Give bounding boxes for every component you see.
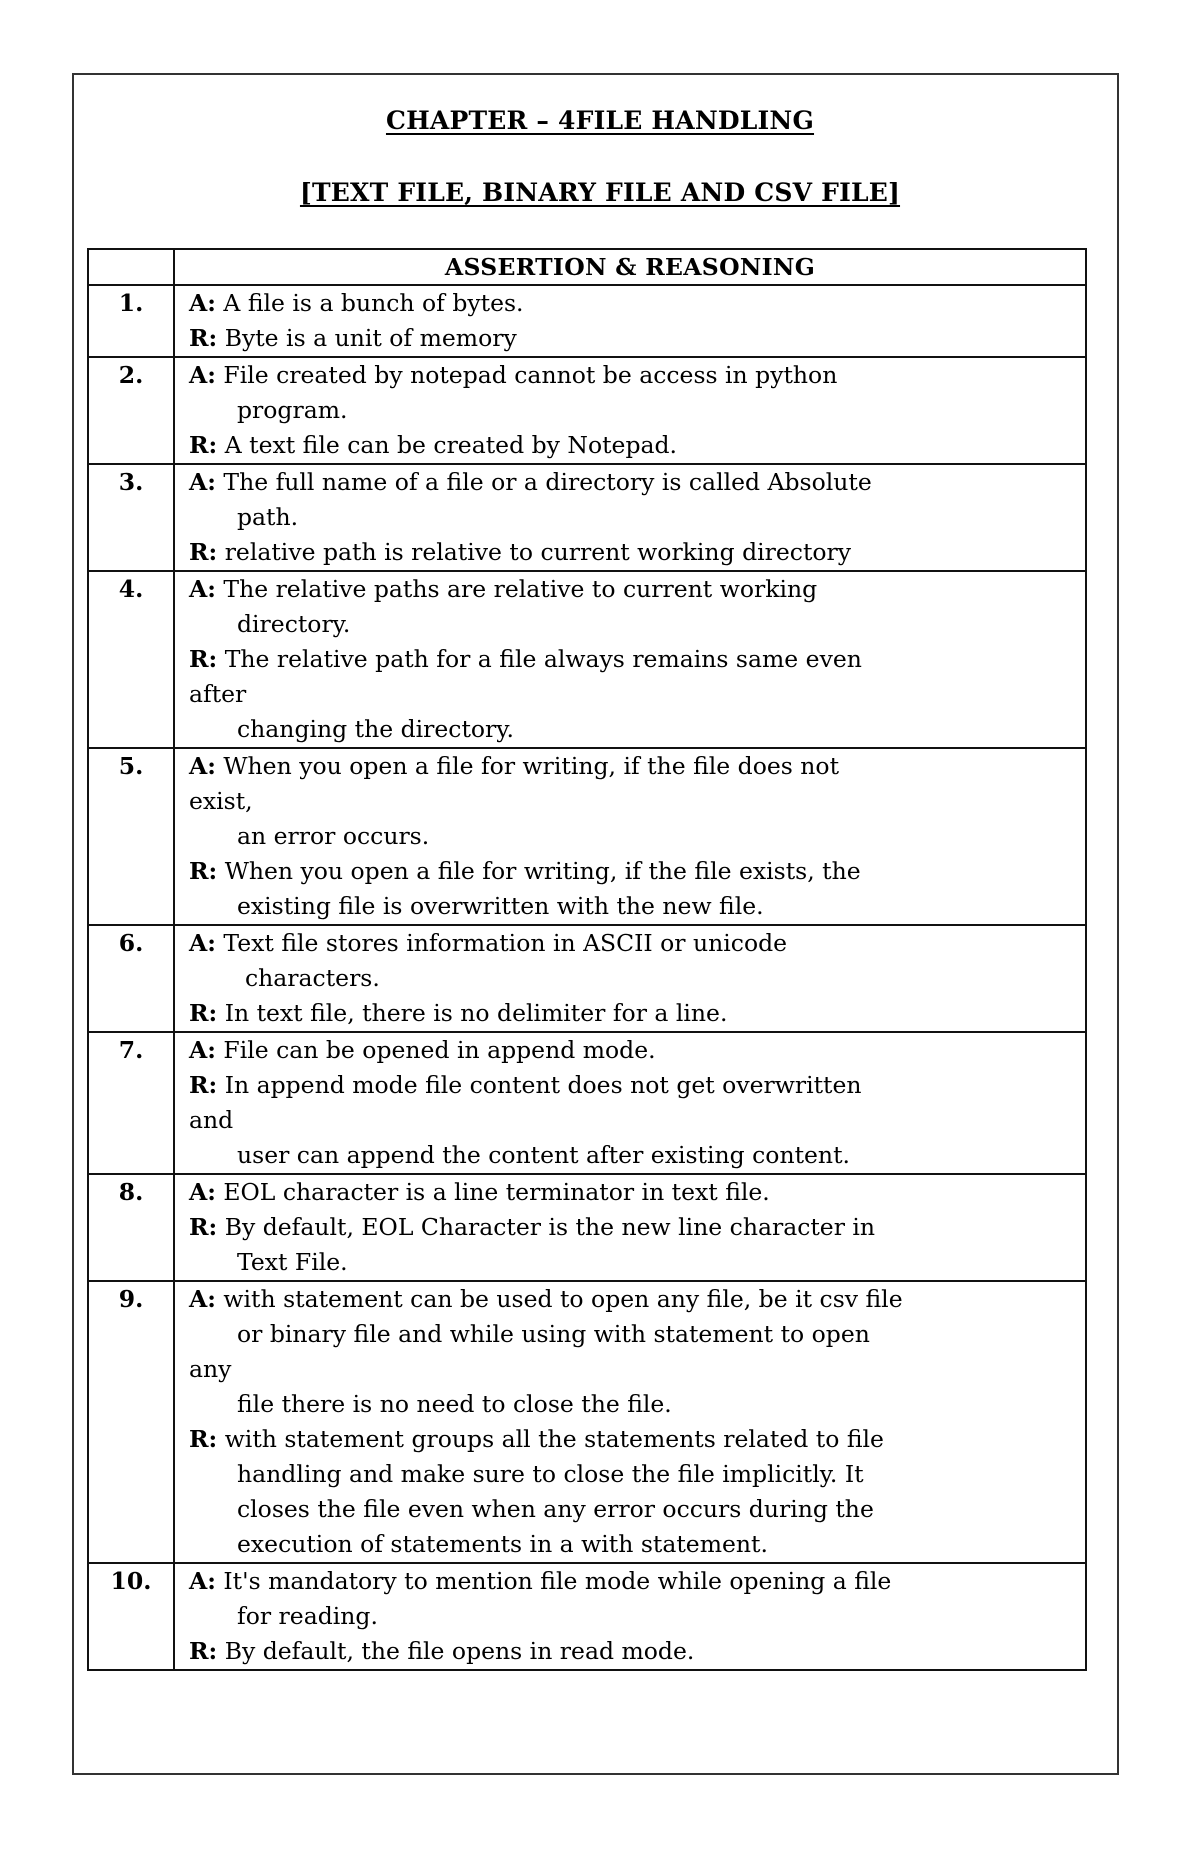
question-number: 6.	[88, 925, 174, 1032]
chapter-subtitle: [TEXT FILE, BINARY FILE AND CSV FILE]	[299, 178, 901, 207]
assertion-line	[189, 1282, 1071, 1317]
continuation-line	[189, 889, 1071, 924]
reason-label: R:	[189, 645, 218, 673]
assertion-reason-cell	[174, 1563, 1086, 1670]
reason-line	[189, 321, 1071, 356]
reason-label: R:	[189, 999, 218, 1027]
line-text: By default, EOL Character is the new line character in	[217, 1213, 876, 1241]
assertion-label: A:	[189, 468, 216, 496]
reason-label: R:	[189, 324, 218, 352]
continuation-line	[189, 1352, 1071, 1387]
table-row	[88, 1563, 1086, 1670]
reason-line	[189, 428, 1071, 463]
reason-line	[189, 535, 1071, 570]
continuation-line	[189, 1492, 1071, 1527]
line-text: In text file, there is no delimiter for a line.	[217, 999, 728, 1027]
line-text: The relative paths are relative to current working	[215, 575, 818, 603]
continuation-line	[189, 1457, 1071, 1492]
assertion-label: A:	[189, 289, 216, 317]
line-text: handling and make sure to close the file implicitly. It	[237, 1460, 864, 1488]
assertion-label: A:	[189, 1285, 216, 1313]
line-text: EOL character is a line terminator in text file.	[215, 1178, 770, 1206]
assertion-line	[189, 1033, 1071, 1068]
line-text: any	[189, 1355, 232, 1383]
assertion-label: A:	[189, 929, 216, 957]
line-text: A file is a bunch of bytes.	[215, 289, 524, 317]
question-number: 9.	[88, 1281, 174, 1563]
continuation-line	[189, 1138, 1071, 1173]
question-number: 8.	[88, 1174, 174, 1281]
assertion-reason-cell	[174, 1174, 1086, 1281]
line-text: directory.	[237, 610, 351, 638]
number-column-header	[88, 249, 174, 285]
assertion-reason-cell	[174, 285, 1086, 357]
reason-label: R:	[189, 431, 218, 459]
reason-label: R:	[189, 538, 218, 566]
table-row	[88, 925, 1086, 1032]
assertion-label: A:	[189, 1036, 216, 1064]
assertion-reasoning-table	[87, 248, 1087, 1671]
table-row	[88, 464, 1086, 571]
assertion-label: A:	[189, 1567, 216, 1595]
continuation-line	[189, 1317, 1071, 1352]
reason-label: R:	[189, 1425, 218, 1453]
reason-label: R:	[189, 1213, 218, 1241]
assertion-reason-cell	[174, 571, 1086, 748]
reason-line	[189, 1634, 1071, 1669]
continuation-line	[189, 712, 1071, 747]
line-text: relative path is relative to current working directory	[217, 538, 852, 566]
table-header: ASSERTION & REASONING	[174, 249, 1086, 285]
line-text: In append mode file content does not get overwritten	[217, 1071, 862, 1099]
line-text: File can be opened in append mode.	[215, 1036, 656, 1064]
reason-label: R:	[189, 1637, 218, 1665]
reason-line	[189, 996, 1071, 1031]
line-text: and	[189, 1106, 234, 1134]
line-text: path.	[237, 503, 299, 531]
line-text: user can append the content after existing content.	[237, 1141, 850, 1169]
assertion-line	[189, 286, 1071, 321]
line-text: By default, the file opens in read mode.	[217, 1637, 695, 1665]
chapter-title: CHAPTER – 4FILE HANDLING	[385, 106, 815, 135]
line-text: closes the file even when any error occurs during the	[237, 1495, 874, 1523]
continuation-line	[189, 393, 1071, 428]
assertion-reason-cell	[174, 925, 1086, 1032]
assertion-reason-cell	[174, 464, 1086, 571]
assertion-reason-cell	[174, 1281, 1086, 1563]
continuation-line	[189, 1527, 1071, 1562]
table-row	[88, 1032, 1086, 1174]
question-number: 10.	[88, 1563, 174, 1670]
continuation-line	[189, 1387, 1071, 1422]
line-text: execution of statements in a with statement.	[237, 1530, 768, 1558]
reason-label: R:	[189, 1071, 218, 1099]
line-text: When you open a file for writing, if the file does not	[215, 752, 840, 780]
continuation-line	[189, 1245, 1071, 1280]
assertion-reason-cell	[174, 1032, 1086, 1174]
line-text: for reading.	[237, 1602, 378, 1630]
question-number: 4.	[88, 571, 174, 748]
question-number: 2.	[88, 357, 174, 464]
assertion-line	[189, 358, 1071, 393]
reason-line	[189, 1422, 1071, 1457]
reason-label: R:	[189, 857, 218, 885]
line-text: changing the directory.	[237, 715, 514, 743]
line-text: with statement can be used to open any file, be it csv file	[215, 1285, 903, 1313]
table-row	[88, 571, 1086, 748]
continuation-line	[189, 819, 1071, 854]
continuation-line	[189, 677, 1071, 712]
continuation-line	[189, 961, 1071, 996]
table-body	[88, 285, 1086, 1670]
table-row	[88, 1281, 1086, 1563]
line-text: file there is no need to close the file.	[237, 1390, 672, 1418]
line-text: or binary file and while using with statement to open	[237, 1320, 870, 1348]
question-number: 5.	[88, 748, 174, 925]
line-text: When you open a file for writing, if the file exists, the	[217, 857, 861, 885]
reason-line	[189, 854, 1071, 889]
continuation-line	[189, 1103, 1071, 1138]
assertion-reason-cell	[174, 357, 1086, 464]
assertion-label: A:	[189, 752, 216, 780]
line-text: with statement groups all the statements related to file	[217, 1425, 884, 1453]
assertion-line	[189, 926, 1071, 961]
table-row	[88, 285, 1086, 357]
assertion-line	[189, 1564, 1071, 1599]
continuation-line	[189, 1599, 1071, 1634]
reason-line	[189, 1210, 1071, 1245]
line-text: The full name of a file or a directory is called Absolute	[215, 468, 872, 496]
continuation-line	[189, 607, 1071, 642]
table-row	[88, 1174, 1086, 1281]
line-text: characters.	[245, 964, 380, 992]
assertion-line	[189, 749, 1071, 784]
question-number: 3.	[88, 464, 174, 571]
line-text: File created by notepad cannot be access in python	[215, 361, 838, 389]
continuation-line	[189, 500, 1071, 535]
line-text: Byte is a unit of memory	[217, 324, 517, 352]
question-number: 1.	[88, 285, 174, 357]
line-text: existing file is overwritten with the new file.	[237, 892, 764, 920]
table-row	[88, 357, 1086, 464]
assertion-label: A:	[189, 361, 216, 389]
continuation-line	[189, 784, 1071, 819]
assertion-line	[189, 1175, 1071, 1210]
line-text: program.	[237, 396, 348, 424]
reason-line	[189, 1068, 1071, 1103]
line-text: exist,	[189, 787, 253, 815]
table-header-row	[88, 249, 1086, 285]
assertion-label: A:	[189, 575, 216, 603]
line-text: an error occurs.	[237, 822, 430, 850]
assertion-line	[189, 572, 1071, 607]
line-text: Text file stores information in ASCII or unicode	[215, 929, 788, 957]
assertion-reason-cell	[174, 748, 1086, 925]
table-row	[88, 748, 1086, 925]
assertion-line	[189, 465, 1071, 500]
line-text: Text File.	[237, 1248, 348, 1276]
line-text: It's mandatory to mention file mode while opening a file	[215, 1567, 892, 1595]
line-text: The relative path for a file always remains same even	[217, 645, 862, 673]
question-number: 7.	[88, 1032, 174, 1174]
line-text: after	[189, 680, 247, 708]
assertion-label: A:	[189, 1178, 216, 1206]
line-text: A text file can be created by Notepad.	[217, 431, 678, 459]
reason-line	[189, 642, 1071, 677]
